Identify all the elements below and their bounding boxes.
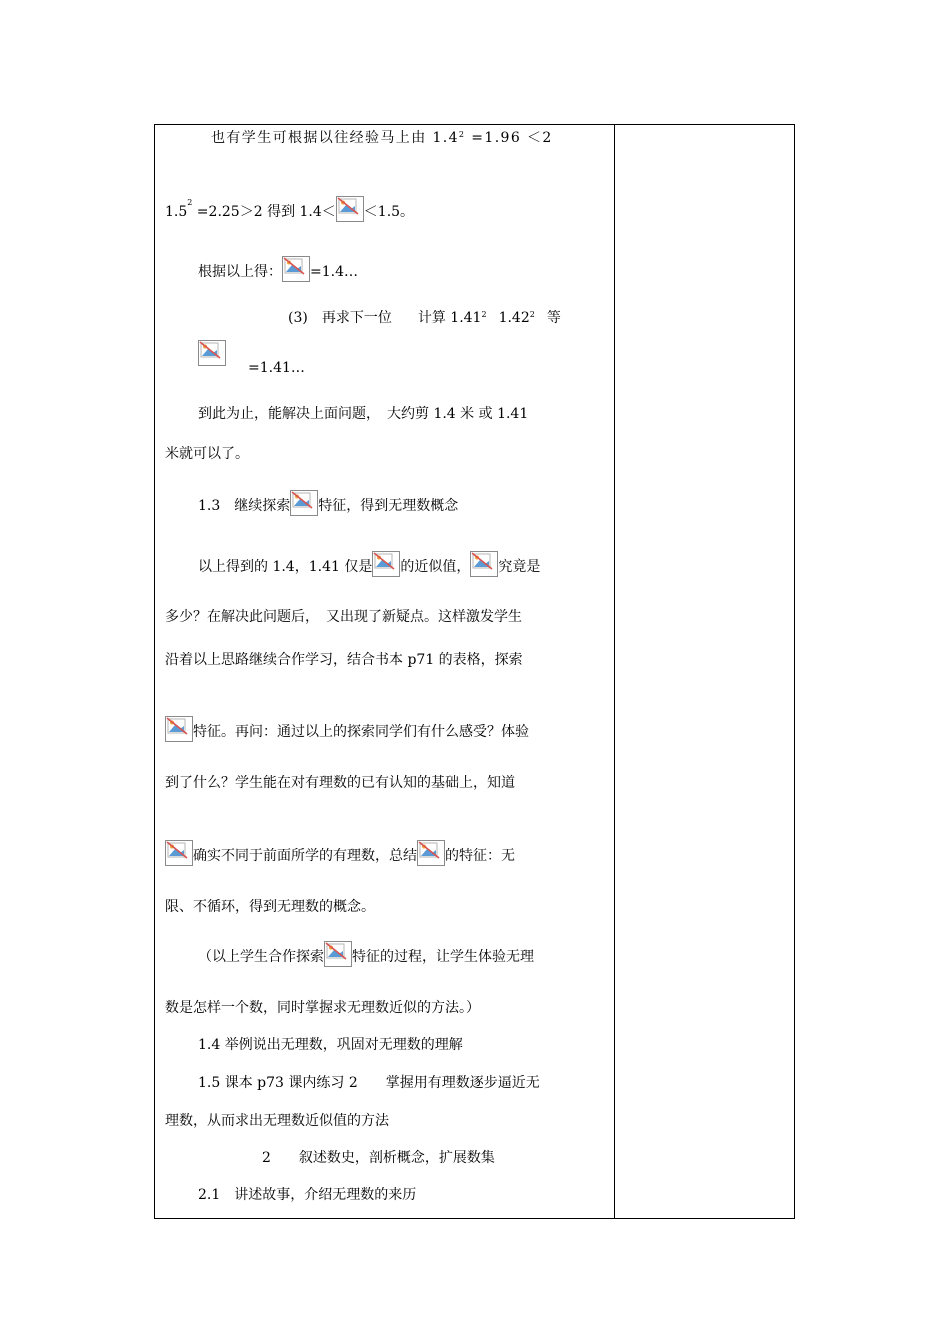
text-line: $1.5^2 =2.25>2$ 得到 1.4＜ ＜1.5。 bbox=[165, 198, 415, 220]
section-heading: 2 叙述数史，剖析概念，扩展数集 bbox=[262, 1150, 495, 1166]
text-line: 数是怎样一个数，同时掌握求无理数近似的方法。） bbox=[165, 1000, 480, 1016]
text-line: 特征。再问：通过以上的探索同学们有什么感受？体验 bbox=[165, 716, 529, 742]
text-line: 1.5 课本 p73 课内练习 2 掌握用有理数逐步逼近无 bbox=[198, 1075, 540, 1091]
text-line: 1.3 继续探索 特征，得到无理数概念 bbox=[198, 490, 458, 516]
broken-image-icon bbox=[282, 256, 310, 282]
text-line: (3) 再求下一位 计算 1.41$^2$ 1.42$^2$ 等 bbox=[288, 310, 561, 326]
broken-image-icon bbox=[336, 196, 364, 222]
column-divider bbox=[614, 125, 615, 1218]
text-line: （以上学生合作探索 特征的过程，让学生体验无理 bbox=[198, 941, 534, 967]
broken-image-icon bbox=[165, 716, 193, 742]
text-line: 米就可以了。 bbox=[165, 446, 249, 462]
text-line: 理数，从而求出无理数近似值的方法 bbox=[165, 1113, 389, 1129]
text-line: 2.1 讲述故事，介绍无理数的来历 bbox=[198, 1187, 417, 1203]
text-line: 多少？在解决此问题后， 又出现了新疑点。这样激发学生 bbox=[165, 609, 522, 625]
text-line: 1.4 举例说出无理数，巩固对无理数的理解 bbox=[198, 1037, 463, 1053]
text-line: =1.41… bbox=[198, 340, 305, 366]
text-line: 以上得到的 1.4，1.41 仅是 的近似值， 究竟是 bbox=[198, 551, 540, 577]
text-line: 也有学生可根据以往经验马上由 $1.4^2 =1.96 <2$ bbox=[211, 130, 553, 146]
broken-image-icon bbox=[198, 340, 226, 366]
text-line: 确实不同于前面所学的有理数，总结 的特征：无 bbox=[165, 840, 515, 866]
broken-image-icon bbox=[165, 840, 193, 866]
broken-image-icon bbox=[372, 551, 400, 577]
text-line: 到了什么？学生能在对有理数的已有认知的基础上，知道 bbox=[165, 775, 515, 791]
text-line: 根据以上得： =1.4… bbox=[198, 256, 358, 282]
broken-image-icon bbox=[470, 551, 498, 577]
broken-image-icon bbox=[417, 840, 445, 866]
text-line: 限、不循环，得到无理数的概念。 bbox=[165, 899, 375, 915]
text-line: 沿着以上思路继续合作学习，结合书本 p71 的表格，探索 bbox=[165, 652, 523, 668]
broken-image-icon bbox=[324, 941, 352, 967]
text-line: 到此为止，能解决上面问题， 大约剪 1.4 米 或 1.41 bbox=[198, 406, 529, 422]
broken-image-icon bbox=[290, 490, 318, 516]
